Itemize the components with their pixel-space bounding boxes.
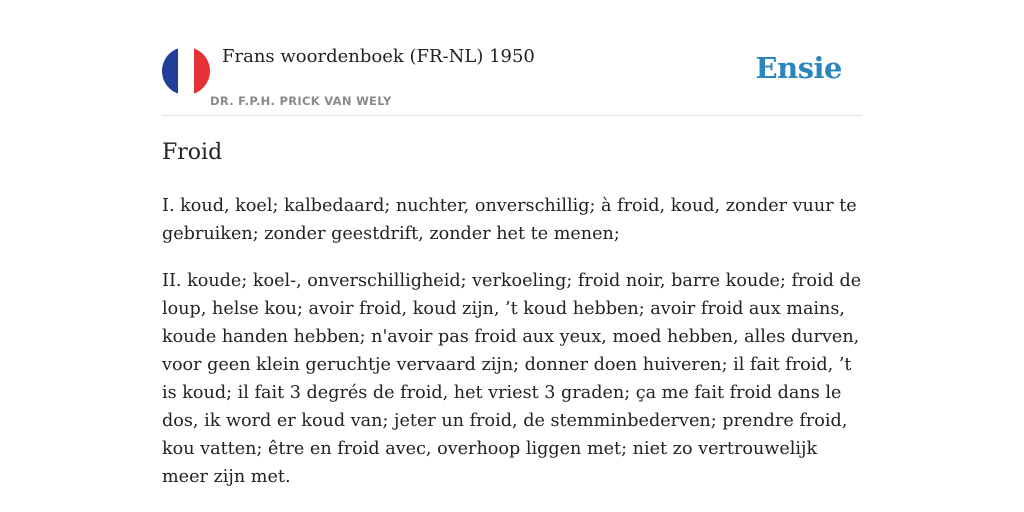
- flag-white-stripe: [178, 47, 194, 95]
- definitions: [162, 192, 862, 510]
- flag-blue-stripe: [162, 47, 178, 95]
- dictionary-card: [162, 0, 862, 487]
- flag-red-stripe: [194, 47, 210, 95]
- definition-1: I. koud, koel; kalbedaard; nuchter, onverschillig; à froid, koud, zonder vuur te gebruiken; zonder geestdrift, zonder het te menen;: [162, 196, 857, 244]
- brand-logo[interactable]: Ensie: [755, 51, 842, 85]
- entry-title: Froid: [162, 140, 223, 165]
- card-header: [162, 0, 862, 116]
- france-flag-icon: [162, 47, 210, 95]
- dictionary-title[interactable]: Frans woordenboek (FR-NL) 1950: [222, 46, 535, 67]
- dictionary-author[interactable]: DR. F.P.H. PRICK VAN WELY: [210, 94, 392, 108]
- definition-2: II. koude; koel-, onverschilligheid; verkoeling; froid noir, barre koude; froid de loup, helse kou; avoir froid, koud zijn, ’t koud hebben; avoir froid aux mains, koude handen hebben; n'avoir pas froid aux yeux, moed hebben, alles durven, voor geen klein geruchtje vervaard zijn; donner doen huiveren; il fait froid, ’t is koud; il fait 3 degrés de froid, het vriest 3 graden; ça me fait froid dans le dos, ik word er koud van; jeter un froid, de stemminbederven; prendre froid, kou vatten; être en froid avec, overhoop liggen met; niet zo vertrouwelijk meer zijn met.: [162, 271, 862, 487]
